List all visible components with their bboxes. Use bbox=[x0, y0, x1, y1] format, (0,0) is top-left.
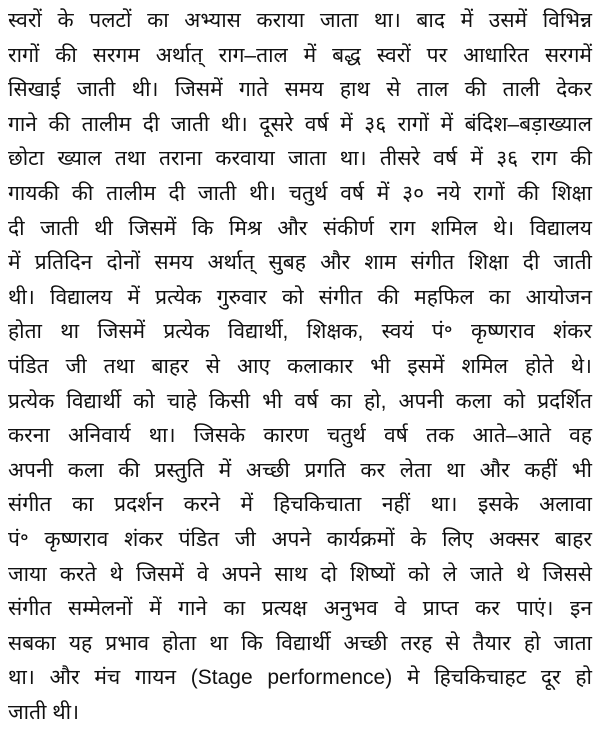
text-line: दी जाती थी जिसमें कि मिश्र और संकीर्ण राग शमिल थे। विद्यालय bbox=[8, 216, 592, 240]
text-line: सिखाई जाती थी। जिसमें गाते समय हाथ से ताल की ताली देकर bbox=[8, 78, 592, 102]
text-line: सबका यह प्रभाव होता था कि विद्यार्थी अच्छी तरह से तैयार हो जाता bbox=[8, 631, 592, 655]
text-line: जाया करते थे जिसमें वे अपने साथ दो शिष्यों को ले जाते थे जिससे bbox=[8, 562, 592, 586]
text-line: संगीत सम्मेलनों में गाने का प्रत्यक्ष अनुभव वे प्राप्त कर पाएं। इन bbox=[8, 597, 592, 621]
text-line: प्रत्येक विद्यार्थी को चाहे किसी भी वर्ष का हो, अपनी कला को प्रदर्शित bbox=[8, 389, 592, 413]
text-line: संगीत का प्रदर्शन करने में हिचकिचाता नहीं था। इसके अलावा bbox=[8, 493, 592, 517]
paragraph bbox=[8, 4, 592, 730]
text-line: छोटा ख्याल तथा तराना करवाया जाता था। तीसरे वर्ष में ३६ राग की bbox=[8, 147, 592, 171]
text-line: पंडित जी तथा बाहर से आए कलाकार भी इसमें शमिल होते थे। bbox=[8, 354, 592, 378]
text-line: स्वरों के पलटों का अभ्यास कराया जाता था। बाद में उसमें विभिन्न bbox=[8, 9, 592, 32]
text-line: था। और मंच गायन (Stage performence) मे हिचकिचाहट दूर हो bbox=[8, 666, 592, 690]
text-line: अपनी कला की प्रस्तुति में अच्छी प्रगति कर लेता था और कहीं भी bbox=[8, 458, 592, 482]
text-line: थी। विद्यालय में प्रत्येक गुरुवार को संगीत की महफिल का आयोजन bbox=[8, 285, 592, 309]
text-line: पं॰ कृष्णराव शंकर पंडित जी अपने कार्यक्रमों के लिए अक्सर बाहर bbox=[8, 527, 592, 551]
text-line: होता था जिसमें प्रत्येक विद्यार्थी, शिक्षक, स्वयं पं॰ कृष्णराव शंकर bbox=[8, 320, 592, 344]
text-line: करना अनिवार्य था। जिसके कारण चतुर्थ वर्ष तक आते–आते वह bbox=[8, 424, 592, 448]
text-line: गायकी की तालीम दी जाती थी। चतुर्थ वर्ष में ३० नये रागों की शिक्षा bbox=[8, 181, 592, 205]
text-line: रागों की सरगम अर्थात् राग–ताल में बद्ध स्वरों पर आधारित सरगमें bbox=[8, 43, 592, 67]
text-line: में प्रतिदिन दोनों समय अर्थात् सुबह और शाम संगीत शिक्षा दी जाती bbox=[8, 251, 592, 275]
text-line: गाने की तालीम दी जाती थी। दूसरे वर्ष में ३६ रागों में बंदिश–बड़ाख्याल bbox=[8, 112, 592, 136]
text-line: जाती थी। bbox=[8, 700, 80, 724]
